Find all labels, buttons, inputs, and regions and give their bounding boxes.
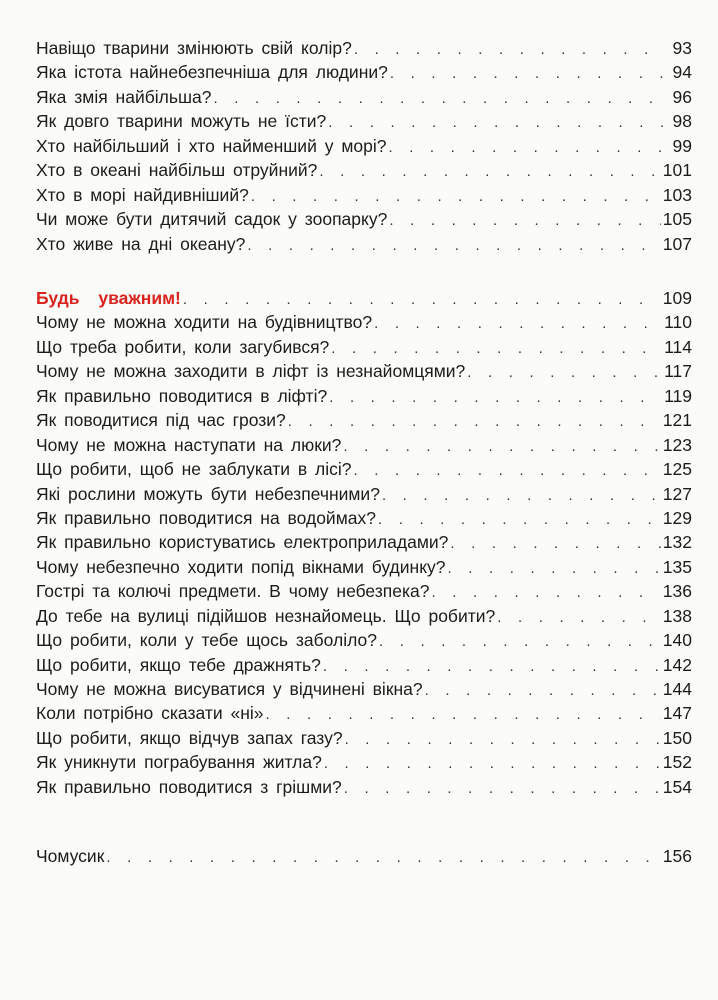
entry-title: Як правильно користуватись електроприладами? [36,532,449,553]
toc-entry[interactable] [36,555,692,579]
entry-page-number: 110 [664,312,692,333]
entry-title: Як довго тварини можуть не їсти? [36,111,327,132]
dot-leader [326,111,664,135]
toc-entry[interactable] [36,457,692,481]
dot-leader [343,728,661,752]
entry-page-number: 117 [664,361,692,382]
dot-leader [386,136,664,160]
toc-entry[interactable] [36,359,692,383]
dot-leader [465,361,662,385]
toc-entry[interactable] [36,109,692,133]
entry-title: Коли потрібно сказати «ні» [36,703,264,724]
toc-entry[interactable] [36,482,692,506]
entry-page-number: 96 [672,86,692,107]
entry-title: Що робити, якщо відчув запах газу? [36,727,343,748]
toc-entry[interactable] [36,408,692,432]
toc-entry[interactable] [36,60,692,84]
toc-entry[interactable] [36,530,692,554]
entry-page-number: 114 [664,336,692,357]
toc-entry[interactable] [36,604,692,628]
dot-leader [430,581,661,605]
dot-leader [372,312,662,336]
entry-title: Хто найбільший і хто найменший у морі? [36,135,387,156]
entry-page-number: 93 [672,38,692,58]
entry-title: Чому не можна висуватися у відчинені вікна? [36,679,423,699]
toc-entry[interactable] [36,384,692,408]
dot-leader [352,38,664,62]
dot-leader [423,679,661,703]
toc-entry[interactable] [36,207,692,231]
entry-page-number: 136 [662,581,692,602]
entry-title: Що робити, якщо тебе дражнять? [36,654,321,675]
entry-title: Гострі та колючі предмети. В чому небезпека? [36,581,430,602]
entry-page-number: 119 [664,385,692,406]
dot-leader [321,655,661,679]
entry-title: Що робити, коли у тебе щось заболіло? [36,630,377,651]
entry-page-number: 129 [662,507,692,528]
entry-title: Чому не можна ходити на будівництво? [36,312,373,333]
toc-entry[interactable] [36,158,692,182]
entry-page-number: 107 [662,233,692,254]
toc-entry[interactable] [36,433,692,457]
toc-entry[interactable] [36,750,692,774]
entry-page-number: 123 [662,434,692,455]
entry-title: Чому не можна заходити в ліфт із незнайомцями? [36,361,466,382]
toc-entry[interactable] [36,85,692,109]
entry-title: Як правильно поводитися на водоймах? [36,507,376,528]
entry-page-number: 144 [662,679,692,699]
entry-title: Чому не можна наступати на люки? [36,434,342,455]
entry-page-number: 142 [662,654,692,675]
entry-page-number: 121 [662,410,692,431]
entry-page-number: 152 [662,752,692,773]
entry-title: Чомусик [36,846,105,866]
dot-leader [495,606,661,630]
dot-leader [181,288,661,312]
entry-title: Як поводитися під час грози? [36,410,286,431]
dot-leader [377,630,661,654]
dot-leader [342,777,661,801]
entry-title: Навіщо тварини змінюють свій колір? [36,38,352,58]
toc-entry[interactable] [36,726,692,750]
toc-entry[interactable] [36,335,692,359]
entry-page-number: 125 [662,459,692,480]
dot-leader [380,484,661,508]
toc-entry[interactable] [36,310,692,334]
entry-page-number: 150 [662,727,692,748]
entry-page-number: 138 [662,605,692,626]
toc-entry[interactable] [36,775,692,799]
entry-title: Що треба робити, коли загубився? [36,336,330,357]
entry-page-number: 101 [662,160,692,181]
section-heading[interactable] [36,286,692,310]
toc-group-end [36,844,692,868]
entry-title: Яка істота найнебезпечніша для людини? [36,62,388,83]
toc-entry[interactable] [36,134,692,158]
dot-leader [322,752,661,776]
section-title: Будь уважним! [36,288,181,308]
toc-entry[interactable] [36,701,692,725]
toc-group-be-careful [36,286,692,799]
entry-page-number: 127 [662,483,692,504]
entry-page-number: 94 [672,62,692,83]
entry-page-number: 103 [662,184,692,205]
dot-leader [286,410,661,434]
dot-leader [351,459,660,483]
entry-page-number: 154 [662,776,692,797]
entry-page-number: 99 [672,135,692,156]
entry-title: Чому небезпечно ходити попід вікнами будинку? [36,556,446,577]
dot-leader [376,508,661,532]
entry-title: Які рослини можуть бути небезпечними? [36,483,380,504]
toc-entry[interactable] [36,579,692,603]
entry-title: Чи може бути дитячий садок у зоопарку? [36,209,388,230]
entry-title: Хто в морі найдивніший? [36,184,249,205]
entry-title: Яка змія найбільша? [36,86,212,107]
dot-leader [327,386,662,410]
toc-entry[interactable] [36,183,692,207]
toc-entry[interactable] [36,506,692,530]
entry-title: Як правильно поводитися в ліфті? [36,385,328,406]
dot-leader [264,703,661,727]
dot-leader [211,87,664,111]
dot-leader [341,435,660,459]
toc-group-animals [36,36,692,256]
entry-title: Що робити, щоб не заблукати в лісі? [36,459,352,480]
toc-entry[interactable] [36,36,692,60]
toc-entry[interactable] [36,628,692,652]
dot-leader [388,62,664,86]
toc-entry[interactable] [36,232,692,256]
section-page-number: 109 [662,288,692,308]
dot-leader [329,337,662,361]
entry-title: Хто в океані найбільш отруйний? [36,160,318,181]
entry-title: Як правильно поводитися з грішми? [36,776,342,797]
entry-page-number: 98 [672,111,692,132]
entry-page-number: 140 [662,630,692,651]
entry-page-number: 147 [662,703,692,724]
dot-leader [448,532,660,556]
entry-page-number: 156 [662,846,692,866]
dot-leader [387,209,660,233]
toc-entry[interactable] [36,653,692,677]
entry-page-number: 105 [662,209,692,230]
dot-leader [249,185,661,209]
dot-leader [245,234,660,258]
entry-title: Як уникнути пограбування житла? [36,752,322,773]
dot-leader [446,557,661,581]
entry-page-number: 135 [662,556,692,577]
dot-leader [317,160,660,184]
entry-title: Хто живе на дні океану? [36,233,246,254]
entry-title: До тебе на вулиці підійшов незнайомець. Що робити? [36,605,496,626]
dot-leader [104,846,660,870]
toc-entry-final[interactable] [36,844,692,868]
toc-entry[interactable] [36,677,692,701]
entry-page-number: 132 [662,532,692,553]
